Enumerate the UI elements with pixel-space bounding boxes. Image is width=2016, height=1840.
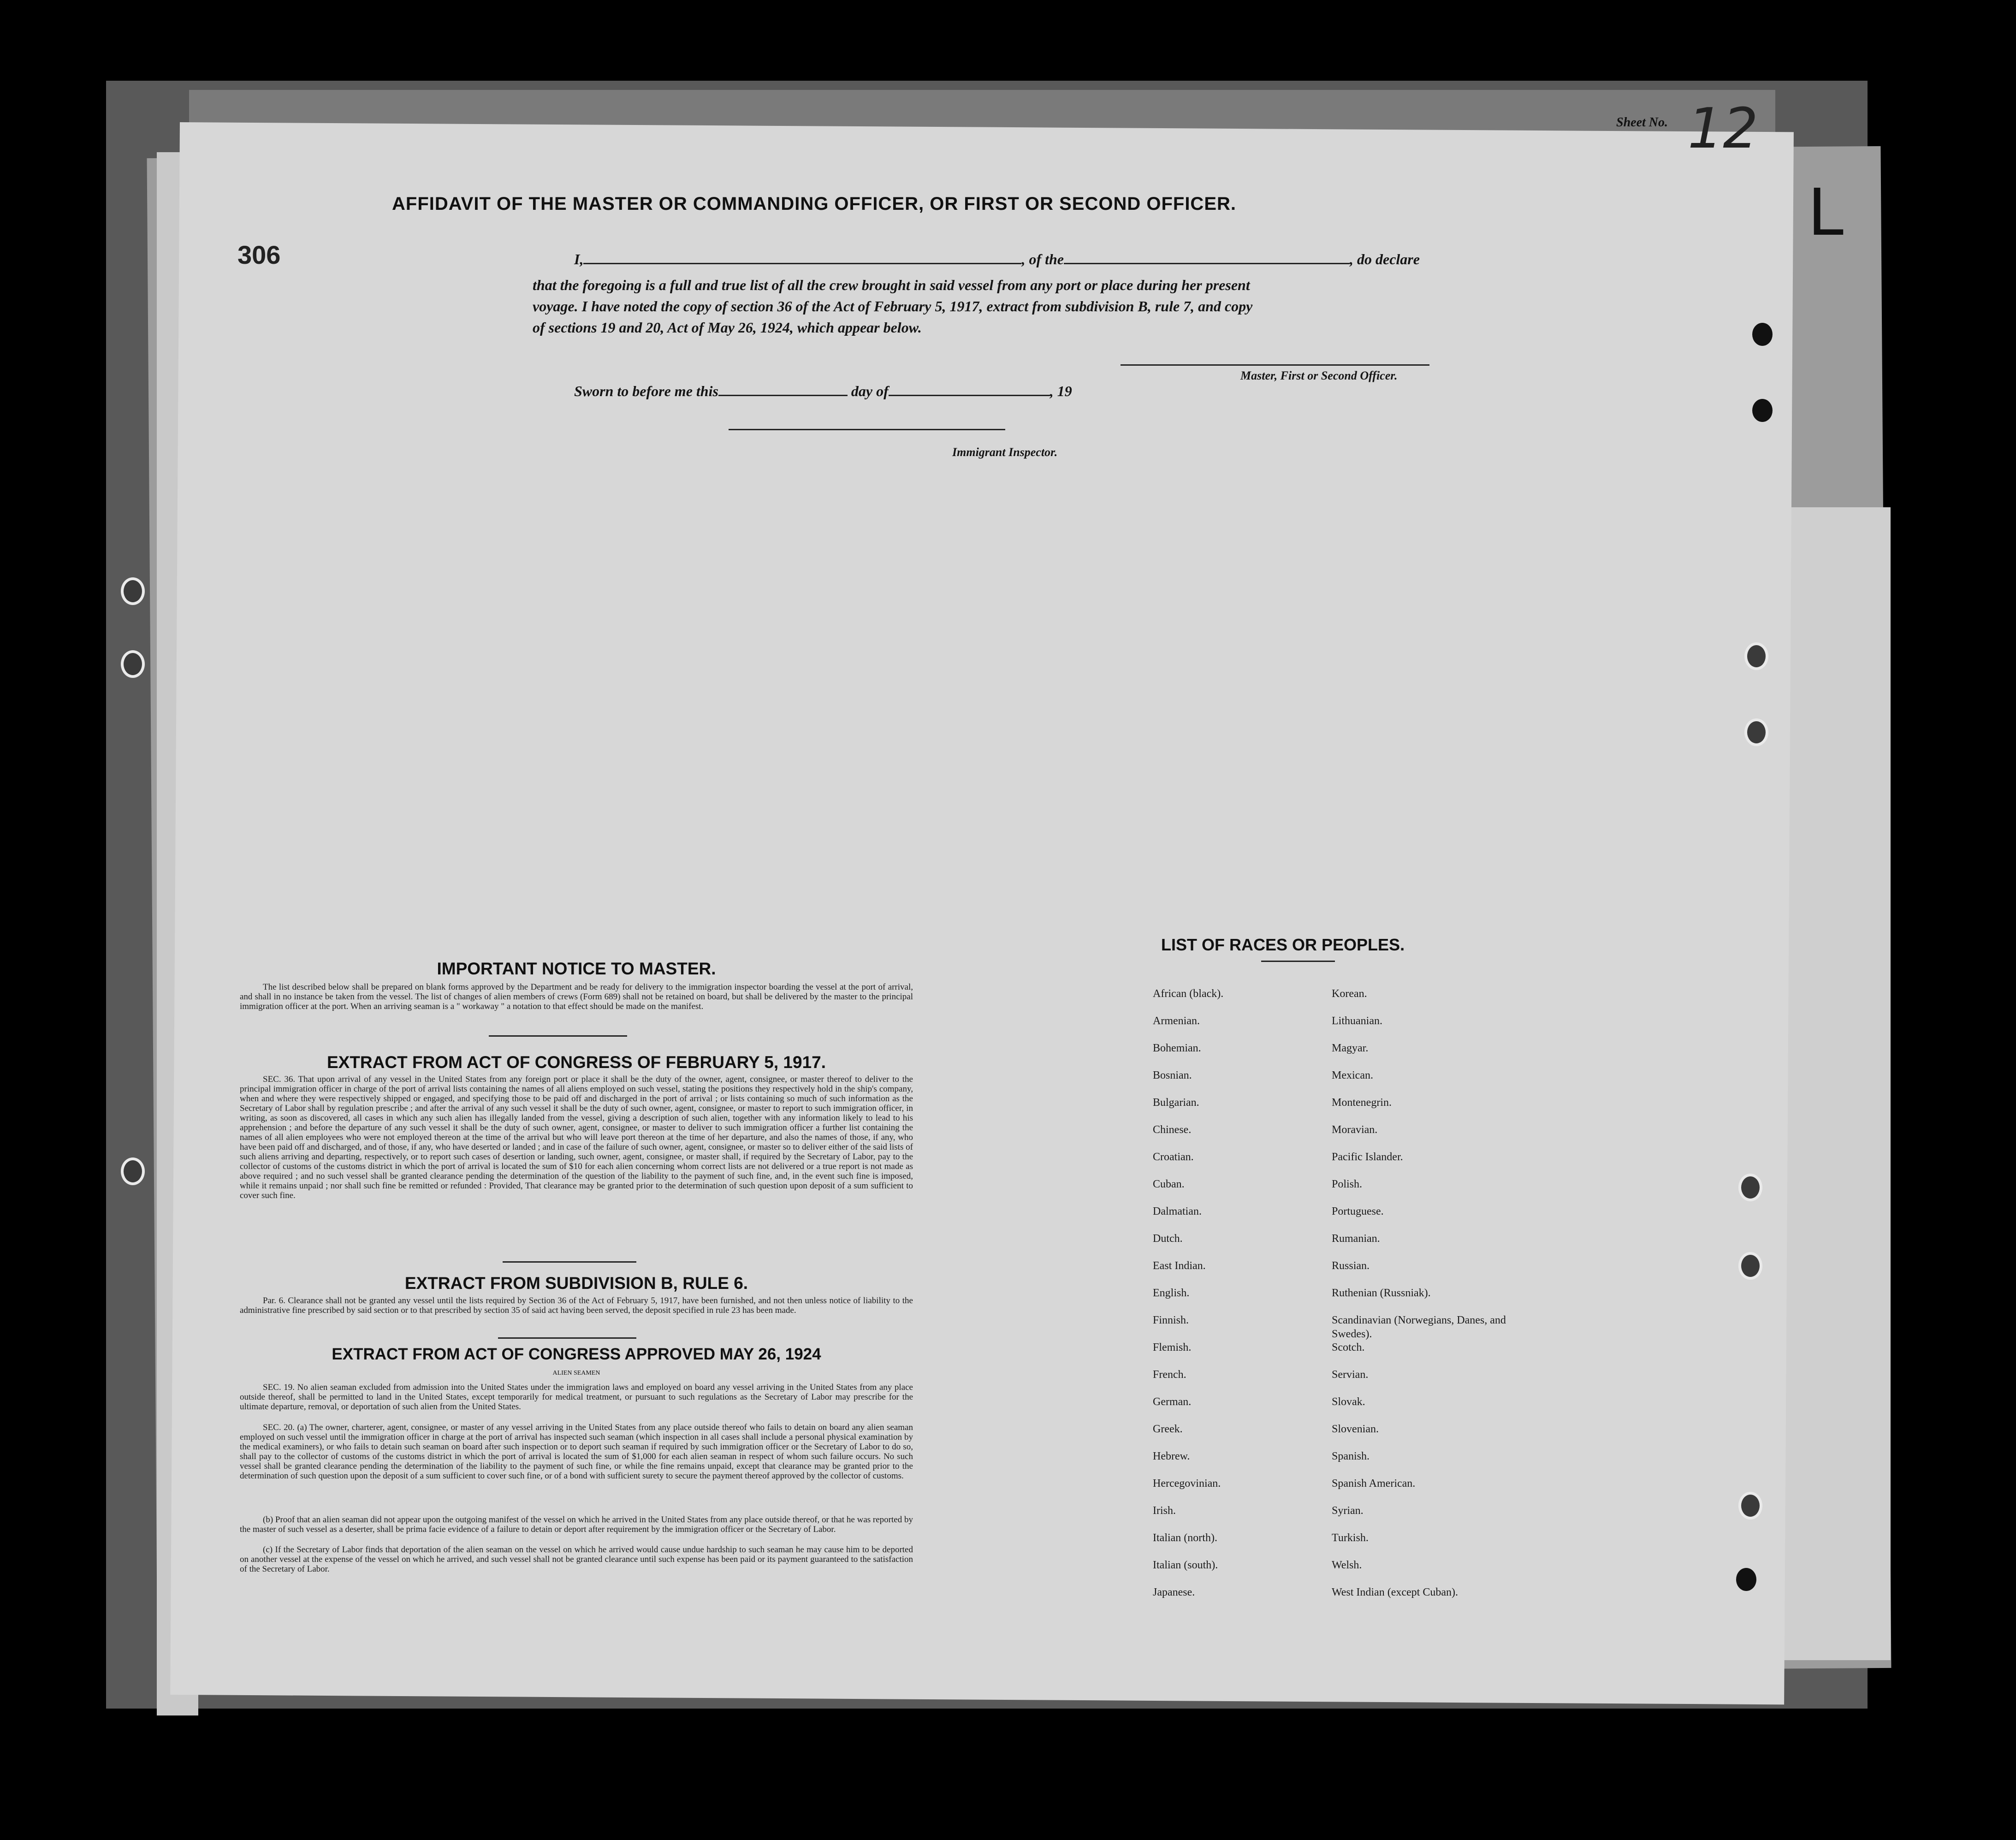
race-item: Hercegovinian. [1153,1478,1221,1490]
race-item: Bohemian. [1153,1042,1201,1054]
inspector-label: Immigrant Inspector. [952,445,1058,459]
race-item: Spanish. [1332,1450,1370,1462]
race-item: Pacific Islander. [1332,1151,1403,1163]
bleed-through-row [484,604,1683,612]
stamped-code: 306 [237,240,281,269]
race-item: West Indian (except Cuban). [1332,1586,1458,1598]
punch-hole [121,650,145,678]
rule6-text: Par. 6. Clearance shall not be granted any vessel until the lists required by Section 36 of the Act of February 5, 1917, have been furnished, and not then unless notice of liability to the administrative fine prescribed by said section or to that prescribed by section 35 of said act having been served, the deposit specified in rule 23 has been made. [240,1296,913,1315]
sworn-line [574,381,1174,401]
race-item: Polish. [1332,1178,1363,1190]
race-item: Bulgarian. [1153,1097,1199,1109]
rule6-title: EXTRACT FROM SUBDIVISION B, RULE 6. [404,1274,748,1293]
race-item: African (black). [1153,988,1224,1000]
race-item: Flemish. [1153,1341,1192,1353]
name-blank [583,263,1021,264]
act-1917-title: EXTRACT FROM ACT OF CONGRESS OF FEBRUARY 5, 1917. [326,1053,826,1072]
bleed-through-row [484,633,1683,641]
background-sheet-edge [1780,507,1891,1660]
race-item: Cuban. [1153,1178,1185,1190]
divider [1261,961,1335,962]
race-item: Scandinavian (Norwegians, Danes, and Swedes). [1332,1314,1506,1340]
race-item: Dutch. [1153,1233,1183,1245]
act-1917-text: SEC. 36. That upon arrival of any vessel in the United States from any foreign port or place it shall be the duty of the owner, agent, consignee, or master thereof to deliver to the principal immigration officer in charge of the port of arrival lists containing the names of all aliens employed on such vessel, stating the positions they respectively hold in the ship's company, when and where they were respectively shipped or engaged, and specifying those to be paid off and discharged in the port of arrival ; or lists containing so much of such information as the Secretary of Labor shall by regulation prescribe ; and after the arrival of any such vessel it shall be the duty of such owner, agent, consignee, or master to report to such immigration officer, in writing, as soon as discovered, all cases in which any such alien has illegally landed from the vessel, giving a description of such alien, together with any information likely to lead to his apprehension ; and before the departure of any such vessel it shall be the duty of such owner, agent, consignee, or master to deliver to such immigration officer a further list containing the names of all alien employees who were not employed thereon at the time of the arrival but who will leave port thereon at the time of her departure, and also the names of those, if any, who have been paid off and discharged, and of those, if any, who have deserted or landed ; and in case of the failure of such owner, agent, consignee, or master so to deliver either of the said lists of such aliens arriving and departing, respectively, or to report such cases of desertion or landing, such owner, agent, consignee, or master shall, if required by the Secretary of Labor, pay to the collector of customs of the customs district in which the port of arrival is located the sum of $10 for each alien concerning whom correct lists are not delivered or a true report is not made as above required ; and no such vessel shall be granted clearance pending the determination of the question of the liability to the payment of such fine, and, in the event such fine is imposed, while it remains unpaid ; nor shall such fine be remitted or refunded : Provided, That clearance may be granted prior to the determination of such question upon deposit of a sum sufficient to cover such fine. [240,1074,913,1200]
punch-hole [121,1157,145,1185]
race-item: Italian (south). [1153,1559,1218,1571]
sheet-number-label: Sheet No. [1616,115,1668,130]
year-text: , 19 [1050,383,1072,399]
race-item: Slovak. [1332,1396,1365,1408]
race-item: Korean. [1332,988,1367,1000]
bleed-through-row [484,747,1683,755]
notice-text: The list described below shall be prepared on blank forms approved by the Department and be ready for delivery to the immigration inspector boarding the vessel at the port of arrival, and shall in no instance be taken from the vessel. The list of changes of alien members of crews (Form 689) shall not be retained on board, but shall be delivered by the master to the principal immigration officer at the port. When an arriving seaman is a " workaway " a notation to that effect should be made on the manifest. [240,982,913,1011]
race-item: English. [1153,1287,1190,1299]
affidavit-line-3: voyage. I have noted the copy of section 36 of the Act of February 5, 1917, extract from subdivision B, rule 7, and copy [533,298,1253,315]
race-item: Japanese. [1153,1586,1195,1598]
divider [489,1035,627,1037]
punch-hole [1744,642,1768,670]
bleed-through-row [484,518,1683,527]
race-item: Greek. [1153,1423,1183,1435]
vessel-blank [1064,263,1350,264]
act-1924-sec20b: (b) Proof that an alien seaman did not appear upon the outgoing manifest of the vessel on which he arrived in the United States from any place outside thereof, or that he was reported by the master of such vessel as a deserter, shall be prima facie evidence of a failure to detain or deport after requirement by the immigration officer or the Secretary of Labor. [240,1515,913,1534]
bleed-through-row [484,576,1683,584]
punch-hole [1738,1174,1762,1201]
bleed-through-row [484,661,1683,670]
race-item: Slovenian. [1332,1423,1379,1435]
race-item: Montenegrin. [1332,1097,1392,1109]
race-item: Welsh. [1332,1559,1362,1571]
race-item: Chinese. [1153,1124,1192,1136]
affidavit-line-2: that the foregoing is a full and true list of all the crew brought in said vessel from any port or place during her present [533,277,1250,293]
race-item: Mexican. [1332,1069,1373,1081]
races-title: LIST OF RACES OR PEOPLES. [1161,935,1405,954]
race-item: Portuguese. [1332,1205,1384,1217]
bleed-through-row [484,547,1683,555]
day-blank [718,395,848,396]
race-item: Croatian. [1153,1151,1194,1163]
day-of-text: day of [851,383,889,399]
sworn-text: Sworn to before me this [574,383,718,399]
race-item: Turkish. [1332,1532,1369,1544]
race-item: Ruthenian (Russniak). [1332,1287,1431,1299]
affidavit-declare: , do declare [1350,251,1420,267]
race-item: Scotch. [1332,1341,1365,1353]
divider [498,1337,636,1339]
master-signature-line [1121,364,1429,366]
affidavit-line-1 [574,249,1473,269]
race-item: German. [1153,1396,1192,1408]
race-item: Armenian. [1153,1015,1200,1027]
race-item: Hebrew. [1153,1450,1190,1462]
notice-title: IMPORTANT NOTICE TO MASTER. [437,959,716,978]
month-blank [889,395,1050,396]
affidavit-title: AFFIDAVIT OF THE MASTER OR COMMANDING OFFICER, OR FIRST OR SECOND OFFICER. [392,194,1236,214]
punch-hole [121,577,145,605]
race-item: Irish. [1153,1505,1176,1517]
act-1924-title: EXTRACT FROM ACT OF CONGRESS APPROVED MAY 26, 1924 [332,1345,821,1363]
act-1924-sec19: SEC. 19. No alien seaman excluded from admission into the United States under the immigration laws and employed on board any vessel arriving in the United States from any place outside thereof, shall be permitted to land in the United States, except temporarily for medical treatment, or pursuant to such regulations as the Secretary of Labor may prescribe for the ultimate departure, removal, or deportation of such alien from the United States. [240,1383,913,1412]
punch-hole [1752,323,1773,346]
bleed-through-row [484,718,1683,727]
bleed-through-row [484,461,1683,469]
handwritten-mark: L [1808,175,1844,250]
affidavit-line-4: of sections 19 and 20, Act of May 26, 1924, which appear below. [533,319,922,336]
punch-hole [1736,1568,1756,1591]
race-item: Finnish. [1153,1314,1189,1326]
act-1924-sec20a: SEC. 20. (a) The owner, charterer, agent, consignee, or master of any vessel arriving in the United States from any place outside thereof who fails to detain on board any alien seaman employed on such vessel until the immigration officer in charge at the port of arrival has inspected such seaman (which inspection in all cases shall include a personal physical examination by the medical examiners), or who fails to detain such seaman on board after such inspection or to deport such seaman if required by such immigration officer or the Secretary of Labor to do so, shall pay to the collector of customs of the customs district in which the port of arrival is located the sum of $1,000 for each alien seaman in respect of whom such failure occurs. No such vessel shall be granted clearance pending the determination of the liability to the payment of such fine, or while the fine remains unpaid, except that clearance may be granted prior to the determination of such question upon the deposit of a sum sufficient to cover such fine, or of a bond with sufficient surety to secure the payment thereof approved by the collector of customs. [240,1423,913,1481]
race-item: Spanish American. [1332,1478,1416,1490]
inspector-signature-line [729,429,1005,430]
race-item: Italian (north). [1153,1532,1217,1544]
race-item: Servian. [1332,1369,1369,1381]
race-item: Syrian. [1332,1505,1364,1517]
race-item: Russian. [1332,1260,1370,1272]
races-right-column [1332,987,1544,1613]
race-item: Dalmatian. [1153,1205,1202,1217]
bleed-through-row [484,490,1683,498]
bleed-through-row [484,690,1683,698]
punch-hole [1738,1492,1762,1519]
races-left-column [1153,987,1319,1613]
race-item: Bosnian. [1153,1069,1192,1081]
race-item: Magyar. [1332,1042,1369,1054]
sheet-number-value: 12 [1688,97,1758,161]
punch-hole [1752,399,1773,422]
race-item: French. [1153,1369,1186,1381]
punch-hole [1738,1252,1762,1280]
race-item: Moravian. [1332,1124,1378,1136]
punch-hole [1744,718,1768,746]
race-item: East Indian. [1153,1260,1206,1272]
race-item: Rumanian. [1332,1233,1380,1245]
master-label: Master, First or Second Officer. [1240,369,1398,382]
act-1924-subtitle: ALIEN SEAMEN [552,1370,600,1377]
race-item: Lithuanian. [1332,1015,1382,1027]
divider [503,1261,636,1263]
act-1924-sec20c: (c) If the Secretary of Labor finds that deportation of the alien seaman on the vessel on which he arrived would cause undue hardship to such seaman he may cause him to be deported on another vessel at the expense of the vessel on which he arrived, and such vessel shall not be granted clearance until such expense has been paid or its payment guaranteed to the satisfaction of the Secretary of Labor. [240,1545,913,1574]
affidavit-i: I, [574,251,584,267]
affidavit-of: , of the [1021,251,1064,267]
